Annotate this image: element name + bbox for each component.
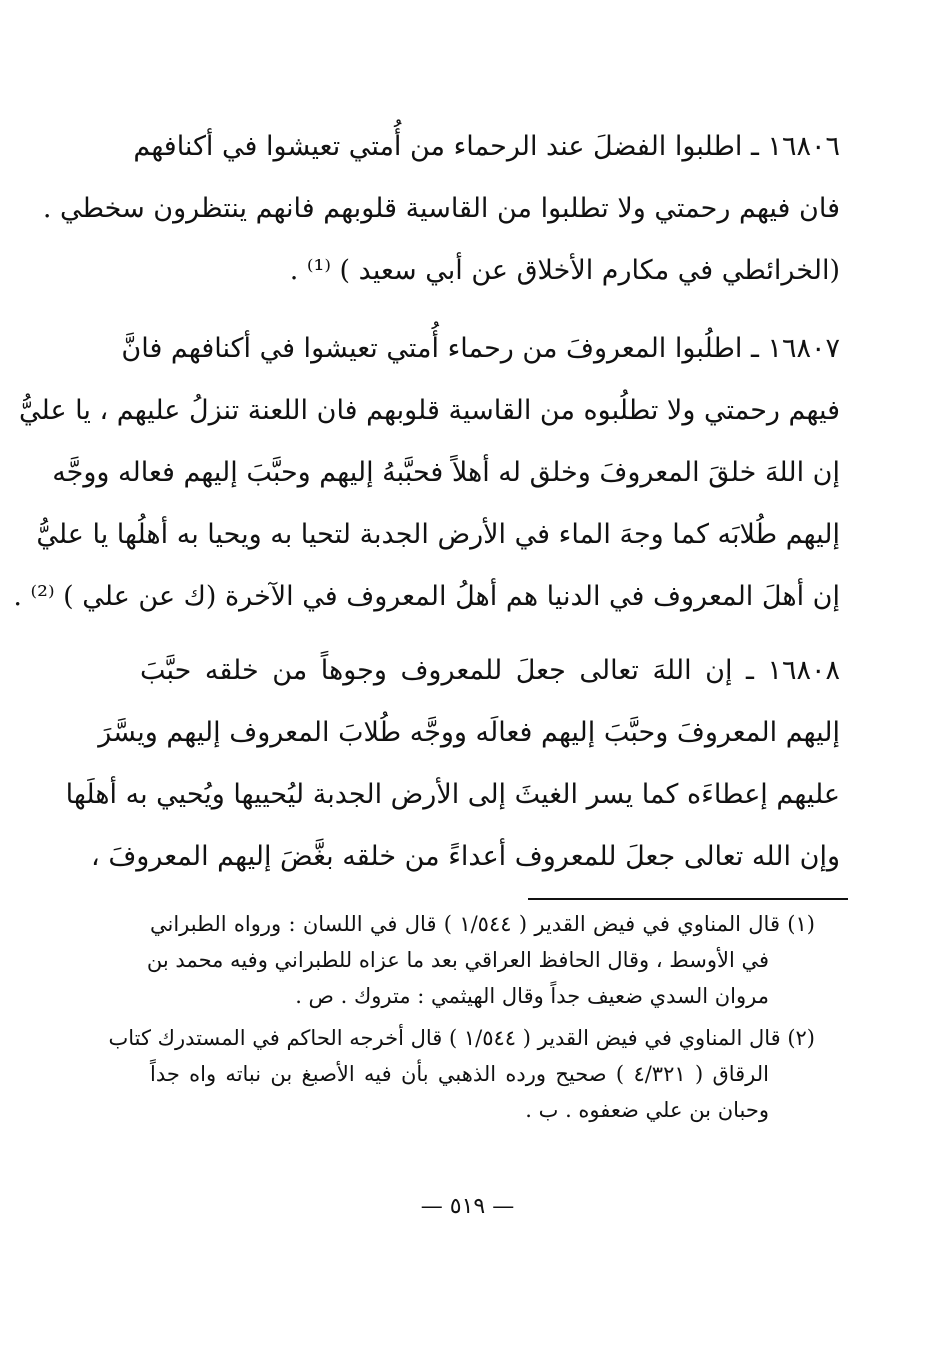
page-number: — ٥١٩ — (420, 1194, 515, 1219)
footnote-divider (528, 898, 848, 900)
text-line: إليهم طُلابَه كما وجهَ الماء في الأرض الجدبة لتحيا به ويحيا به أهلُها يا عليُّ (36, 519, 840, 550)
footnote-line: في الأوسط ، وقال الحافظ العراقي بعد ما عزاه للطبراني وفيه محمد بن (146, 948, 769, 972)
text-line: إن اللهَ خلقَ المعروفَ وخلق له أهلاً فحبَّبهُ إليهم وحبَّبَ إليهم فعاله ووجَّه (52, 457, 840, 488)
text-line: إليهم المعروفَ وحبَّبَ إليهم فعالَه ووجَّه طُلابَ المعروف إليهم ويسَّرَ (98, 717, 840, 748)
text-line: وإن الله تعالى جعلَ للمعروف أعداءً من خلقه بغَّضَ إليهم المعروفَ ، (91, 841, 840, 872)
text-line: ١٦٨٠٨ ـ إن اللهَ تعالى جعلَ للمعروف وجوهاً من خلقه حبَّبَ (140, 655, 840, 686)
text-line: عليهم إعطاءَه كما يسر الغيثَ إلى الأرض الجدبة ليُحييها ويُحيي به أهلَها (65, 779, 840, 810)
footnote-line: (٢) قال المناوي في فيض القدير ( ١/٥٤٤ ) قال أخرجه الحاكم في المستدرك كتاب (108, 1026, 815, 1050)
footnote-line: الرقاق ( ٤/٣٢١ ) صحيح ورده الذهبي بأن فيه الأصبغ بن نباته واه جداً (150, 1062, 769, 1086)
hadith-16807 (13, 333, 840, 644)
text-line: ١٦٨٠٧ ـ اطلُبوا المعروفَ من رحماء أُمتي تعيشوا في أكنافهم فانَّ (121, 333, 840, 364)
footnote-1 (146, 912, 815, 1020)
footnote-line: (١) قال المناوي في فيض القدير ( ١/٥٤٤ ) قال في اللسان : ورواه الطبراني (150, 912, 815, 936)
text-line: فيهم رحمتي ولا تطلُبوه من القاسية قلوبهم فان اللعنة تنزلُ عليهم ، يا عليُّ (19, 395, 840, 426)
main-text-body (13, 131, 840, 904)
footnote-line: مروان السدي ضعيف جداً وقال الهيثمي : متروك . ص . (295, 984, 769, 1008)
footnote-2 (108, 1026, 815, 1134)
footnotes (108, 912, 815, 1134)
footnote-line: وحبان بن علي ضعفوه . ب . (525, 1098, 769, 1122)
text-line: ١٦٨٠٦ ـ اطلبوا الفضلَ عند الرحماء من أُمتي تعيشوا في أكنافهم (133, 131, 840, 162)
hadith-16806 (42, 131, 840, 318)
text-line: فان فيهم رحمتي ولا تطلبوا من القاسية قلوبهم فانهم ينتظرون سخطي . (42, 193, 840, 224)
text-line: إن أهلَ المعروف في الدنيا هم أهلُ المعروف في الآخرة (ك عن علي ) ⁽²⁾ . (13, 581, 840, 612)
hadith-16808 (65, 655, 840, 904)
text-line: (الخرائطي في مكارم الأخلاق عن أبي سعيد ) ⁽¹⁾ . (289, 255, 840, 286)
